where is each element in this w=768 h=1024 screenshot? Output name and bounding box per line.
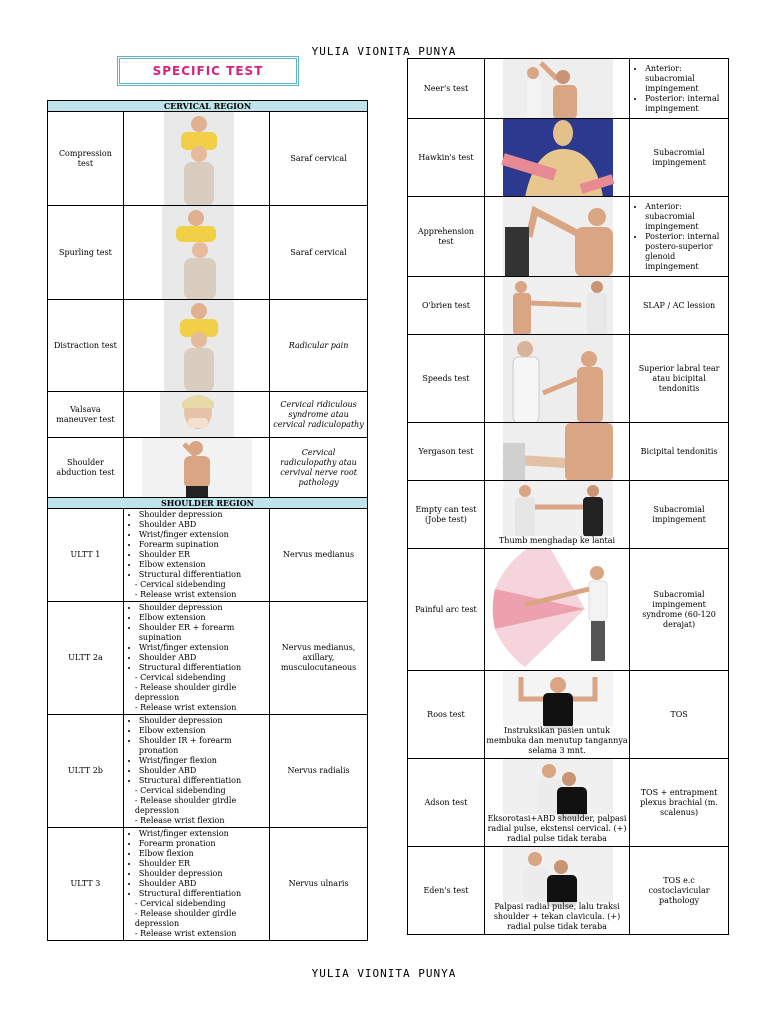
test-result: TOS <box>630 671 729 759</box>
test-name: Adson test <box>408 759 485 847</box>
table-row <box>48 828 368 941</box>
table-row <box>408 335 729 423</box>
left-table <box>47 100 368 941</box>
test-name: Hawkin's test <box>408 119 485 197</box>
table-row <box>48 602 368 715</box>
list-item: • Structural differentiation <box>139 889 266 899</box>
test-photo <box>484 423 629 481</box>
table-row <box>48 438 368 498</box>
yergason-test-photo <box>485 423 630 481</box>
list-item: • Elbow extension <box>139 560 266 570</box>
table-row <box>408 549 729 671</box>
page-footer: YULIA VIONITA PUNYA <box>311 967 457 980</box>
table-row <box>408 197 729 277</box>
table-row <box>48 112 368 206</box>
test-result: Cervical radiculopathy atau cervival nerve root pathology <box>270 438 368 498</box>
list-item: • Shoulder IR + forearm pronation <box>139 736 266 756</box>
test-name: Empty can test (Jobe test) <box>408 481 485 549</box>
cervical-header: CERVICAL REGION <box>48 101 368 112</box>
test-result: Saraf cervical <box>270 112 368 206</box>
list-item: • Shoulder ABD <box>139 766 266 776</box>
test-procedure <box>123 509 269 602</box>
sub-item: - Release wrist extension <box>135 929 266 939</box>
test-result: Superior labral tear atau bicipital tendonitis <box>630 335 729 423</box>
list-item: • Shoulder depression <box>139 510 266 520</box>
test-name: ULTT 2a <box>48 602 124 715</box>
sub-item: - Release shoulder girdle depression <box>135 909 266 929</box>
shoulder-abduction-test-photo <box>124 438 270 498</box>
distraction-test-photo <box>124 300 270 392</box>
test-photo <box>484 481 629 549</box>
test-photo <box>484 197 629 277</box>
test-result: Subacromial impingement <box>630 481 729 549</box>
list-item: • Posterior: internal postero-superior glenoid impingement <box>645 232 725 272</box>
list-item: • Wrist/finger extension <box>139 643 266 653</box>
test-photo <box>484 847 629 935</box>
test-name: ULTT 1 <box>48 509 124 602</box>
list-item: • Structural differentiation <box>139 663 266 673</box>
table-row <box>408 847 729 935</box>
list-item: • Elbow extension <box>139 726 266 736</box>
page-header: YULIA VIONITA PUNYA <box>311 45 457 58</box>
test-procedure <box>123 715 269 828</box>
test-result: TOS e.c costoclavicular pathology <box>630 847 729 935</box>
test-result: Nervus radialis <box>270 715 368 828</box>
test-name: Valsava maneuver test <box>48 392 124 438</box>
list-item: • Anterior: subacromial impingement <box>645 64 725 94</box>
table-row <box>408 423 729 481</box>
test-result: Cervical ridiculous syndrome atau cervical radiculopathy <box>270 392 368 438</box>
neers-test-photo <box>485 59 630 119</box>
sub-item: - Cervical sidebending <box>135 580 266 590</box>
test-photo <box>484 549 629 671</box>
list-item: • Posterior: internal impingement <box>645 94 725 114</box>
list-item: • Elbow flexion <box>139 849 266 859</box>
list-item: • Shoulder ER + forearm supination <box>139 623 266 643</box>
obrien-test-photo <box>485 277 630 335</box>
shoulder-header: SHOULDER REGION <box>48 498 368 509</box>
title-box <box>117 56 299 86</box>
test-photo <box>484 671 629 759</box>
table-row <box>408 277 729 335</box>
test-photo <box>484 59 629 119</box>
photo-caption: Instruksikan pasien untuk membuka dan menutup tangannya selama 3 mnt. <box>486 726 628 755</box>
list-item: • Forearm pronation <box>139 839 266 849</box>
list-item: • Shoulder depression <box>139 869 266 879</box>
table-row <box>408 481 729 549</box>
test-result: Nervus medianus, axillary, musculocutaneous <box>270 602 368 715</box>
list-item: • Shoulder ER <box>139 550 266 560</box>
list-item: • Structural differentiation <box>139 570 266 580</box>
sub-item: - Release wrist extension <box>135 703 266 713</box>
list-item: • Shoulder ER <box>139 859 266 869</box>
test-name: Eden's test <box>408 847 485 935</box>
test-photo <box>484 277 629 335</box>
compression-test-photo <box>124 112 270 206</box>
test-photo <box>484 759 629 847</box>
test-result <box>630 59 729 119</box>
test-result: Nervus ulnaris <box>270 828 368 941</box>
speeds-test-photo <box>485 335 630 423</box>
test-result: Subacromial impingement <box>630 119 729 197</box>
test-result: Radicular pain <box>270 300 368 392</box>
list-item: • Shoulder ABD <box>139 520 266 530</box>
list-item: • Wrist/finger extension <box>139 829 266 839</box>
spurling-test-photo <box>124 206 270 300</box>
photo-caption: Palpasi radial pulse, lalu traksi shoulder + tekan clavicula. (+) radial pulse tidak teraba <box>485 902 629 932</box>
list-item: • Anterior: subacromial impingement <box>645 202 725 232</box>
list-item: • Shoulder depression <box>139 716 266 726</box>
test-procedure <box>123 602 269 715</box>
table-row <box>48 392 368 438</box>
test-name: O'brien test <box>408 277 485 335</box>
test-result: Saraf cervical <box>270 206 368 300</box>
painful-arc-diagram <box>485 549 630 671</box>
test-result: Bicipital tendonitis <box>630 423 729 481</box>
test-name: Spurling test <box>48 206 124 300</box>
test-result <box>630 197 729 277</box>
test-photo <box>123 392 269 438</box>
test-name: Distraction test <box>48 300 124 392</box>
sub-item: - Cervical sidebending <box>135 786 266 796</box>
test-name: Apprehension test <box>408 197 485 277</box>
test-name: Roos test <box>408 671 485 759</box>
valsava-test-photo <box>124 392 270 438</box>
test-name: Painful arc test <box>408 549 485 671</box>
test-photo <box>123 438 269 498</box>
test-name: Neer's test <box>408 59 485 119</box>
sub-item: - Release shoulder girdle depression <box>135 683 266 703</box>
test-name: Shoulder abduction test <box>48 438 124 498</box>
list-item: • Shoulder ABD <box>139 879 266 889</box>
test-procedure <box>123 828 269 941</box>
test-name: Speeds test <box>408 335 485 423</box>
sub-item: - Release wrist flexion <box>135 816 266 826</box>
sub-item: - Cervical sidebending <box>135 899 266 909</box>
test-result: SLAP / AC lession <box>630 277 729 335</box>
list-item: • Elbow extension <box>139 613 266 623</box>
list-item: • Shoulder ABD <box>139 653 266 663</box>
hawkins-test-photo <box>485 119 630 197</box>
sub-item: - Release wrist extension <box>135 590 266 600</box>
test-result: TOS + entrapment plexus brachial (m. scalenus) <box>630 759 729 847</box>
apprehension-test-photo <box>485 197 630 277</box>
test-name: ULTT 2b <box>48 715 124 828</box>
table-row <box>408 759 729 847</box>
sub-item: - Release shoulder girdle depression <box>135 796 266 816</box>
list-item: • Wrist/finger flexion <box>139 756 266 766</box>
list-item: • Forearm supination <box>139 540 266 550</box>
list-item: • Structural differentiation <box>139 776 266 786</box>
list-item: • Shoulder depression <box>139 603 266 613</box>
test-name: Compression test <box>48 112 124 206</box>
photo-caption: Thumb menghadap ke lantai <box>485 536 629 546</box>
test-name: Yergason test <box>408 423 485 481</box>
test-result: Nervus medianus <box>270 509 368 602</box>
table-row <box>408 119 729 197</box>
table-row <box>48 509 368 602</box>
test-result: Subacromial impingement syndrome (60-120 derajat) <box>630 549 729 671</box>
table-row <box>48 715 368 828</box>
page-title: SPECIFIC TEST <box>152 64 264 78</box>
table-row <box>48 206 368 300</box>
photo-caption: Eksorotasi+ABD shoulder, palpasi radial pulse, ekstensi cervical. (+) radial pulse tidak teraba <box>485 814 629 844</box>
table-row <box>48 300 368 392</box>
table-row <box>408 671 729 759</box>
test-photo <box>123 206 269 300</box>
test-photo <box>123 112 269 206</box>
test-photo <box>123 300 269 392</box>
right-table <box>407 58 729 935</box>
table-row <box>408 59 729 119</box>
sub-item: - Cervical sidebending <box>135 673 266 683</box>
test-name: ULTT 3 <box>48 828 124 941</box>
list-item: • Wrist/finger extension <box>139 530 266 540</box>
test-photo <box>484 119 629 197</box>
test-photo <box>484 335 629 423</box>
